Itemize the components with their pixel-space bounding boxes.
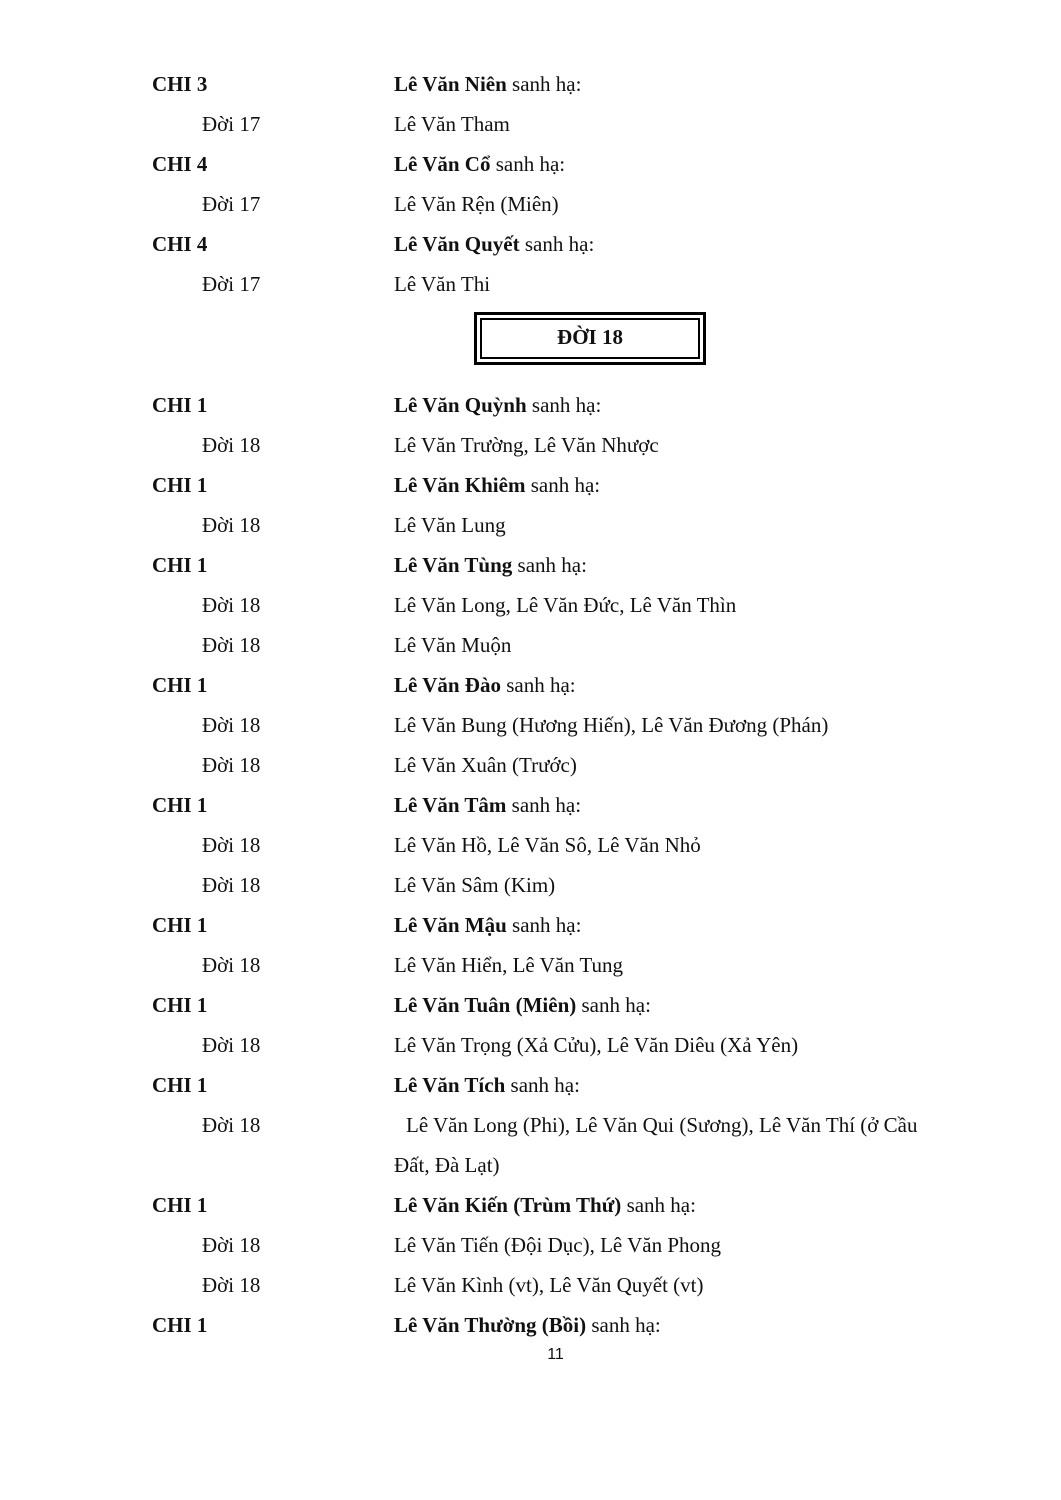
generation-label: Đời 18 [202,593,261,617]
branch-parent [394,905,984,945]
generation-row [0,625,1061,665]
page-number: 11 [547,1346,564,1363]
parent-name: Lê Văn Quyết [394,232,520,256]
parent-name: Lê Văn Cổ [394,152,491,176]
branch-label: CHI 1 [152,673,208,697]
branch-row [0,985,1061,1025]
branch-parent [394,545,984,585]
sanh-ha-text: sanh hạ: [506,913,582,937]
generation-banner-title: ĐỜI 18 [480,318,700,359]
branch-row [0,1305,1061,1345]
generation-row [0,104,1061,144]
generation-label: Đời 18 [202,433,261,457]
branch-row [0,224,1061,264]
generation-row [0,1225,1061,1265]
sanh-ha-text: sanh hạ: [586,1313,661,1337]
children-names [394,1105,984,1185]
generation-label: Đời 17 [202,112,261,136]
generation-row [0,1025,1061,1065]
parent-name: Lê Văn Quỳnh [394,393,527,417]
parent-name: Lê Văn Đào [394,673,501,697]
branch-parent [394,64,984,104]
generation-label: Đời 17 [202,192,261,216]
branch-row [0,64,1061,104]
branch-row [0,144,1061,184]
branch-row [0,545,1061,585]
sanh-ha-text: sanh hạ: [621,1193,696,1217]
children-names: Lê Văn Trường, Lê Văn Nhược [394,433,659,457]
children-names: Lê Văn Lung [394,513,506,537]
children-names: Lê Văn Xuân (Trước) [394,753,577,777]
branch-label: CHI 1 [152,913,208,937]
generation-banner [474,312,706,365]
sanh-ha-text: sanh hạ: [526,393,602,417]
branch-parent [394,385,984,425]
branch-parent [394,144,984,184]
generation-label: Đời 18 [202,713,261,737]
branch-row [0,785,1061,825]
branch-parent [394,224,984,264]
parent-name: Lê Văn Tích [394,1073,506,1097]
children-names: Lê Văn Long, Lê Văn Đức, Lê Văn Thìn [394,593,737,617]
parent-name: Lê Văn Mậu [394,913,507,937]
sanh-ha-text: sanh hạ: [512,553,587,577]
branch-label: CHI 1 [152,553,208,577]
children-names: Lê Văn Tiến (Đội Dục), Lê Văn Phong [394,1233,722,1257]
generation-label: Đời 18 [202,953,261,977]
children-names: Lê Văn Trọng (Xả Cửu), Lê Văn Diêu (Xả Yên) [394,1033,799,1057]
generation-banner-row [0,304,1061,385]
branch-row [0,465,1061,505]
children-names-line: Đất, Đà Lạt) [394,1153,500,1177]
sanh-ha-text: sanh hạ: [506,793,582,817]
children-names: Lê Văn Sâm (Kim) [394,873,556,897]
sanh-ha-text: sanh hạ: [490,152,566,176]
generation-label: Đời 18 [202,753,261,777]
branch-row [0,665,1061,705]
children-names: Lê Văn Hồ, Lê Văn Sô, Lê Văn Nhỏ [394,833,701,857]
branch-label: CHI 1 [152,1313,208,1337]
children-names: Lê Văn Tham [394,112,510,136]
branch-parent [394,1065,984,1105]
branch-label: CHI 1 [152,473,208,497]
generation-label: Đời 18 [202,513,261,537]
branch-label: CHI 1 [152,793,208,817]
parent-name: Lê Văn Tuân (Miên) [394,993,577,1017]
parent-name: Lê Văn Niên [394,72,507,96]
branch-label: CHI 1 [152,1193,208,1217]
children-names: Lê Văn Muộn [394,633,512,657]
branch-row [0,385,1061,425]
generation-label: Đời 18 [202,1233,261,1257]
children-names: Lê Văn Rện (Miên) [394,192,559,216]
sanh-ha-text: sanh hạ: [506,72,582,96]
generation-label: Đời 18 [202,833,261,857]
generation-row [0,264,1061,304]
branch-label: CHI 1 [152,1073,208,1097]
generation-row [0,825,1061,865]
branch-parent [394,665,984,705]
sanh-ha-text: sanh hạ: [500,673,576,697]
generation-row [0,745,1061,785]
branch-label: CHI 3 [152,72,208,96]
generation-row [0,865,1061,905]
generation-row [0,1265,1061,1305]
branch-parent [394,785,984,825]
branch-parent [394,1185,984,1225]
parent-name: Lê Văn Tùng [394,553,513,577]
branch-row [0,1185,1061,1225]
parent-name: Lê Văn Thường (Bồi) [394,1313,587,1337]
generation-label: Đời 18 [202,873,261,897]
parent-name: Lê Văn Khiêm [394,473,526,497]
branch-label: CHI 4 [152,232,208,256]
branch-parent [394,465,984,505]
branch-row [0,1065,1061,1105]
children-names: Lê Văn Kình (vt), Lê Văn Quyết (vt) [394,1273,704,1297]
generation-row [0,705,1061,745]
generation-row [0,585,1061,625]
children-names: Lê Văn Thi [394,272,491,296]
generation-row [0,505,1061,545]
generation-row [0,945,1061,985]
children-names: Lê Văn Hiển, Lê Văn Tung [394,953,624,977]
children-names: Lê Văn Bung (Hương Hiến), Lê Văn Đương (Phán) [394,713,829,737]
generation-row [0,425,1061,465]
branch-parent [394,1305,984,1345]
branch-row [0,905,1061,945]
generation-row [0,1105,1061,1185]
genealogy-list [0,64,1061,1345]
generation-label: Đời 17 [202,272,261,296]
branch-label: CHI 1 [152,393,208,417]
branch-parent [394,985,984,1025]
sanh-ha-text: sanh hạ: [576,993,651,1017]
children-names-line: Lê Văn Long (Phi), Lê Văn Qui (Sương), Lê Văn Thí (ở Cầu [406,1113,918,1137]
branch-label: CHI 4 [152,152,208,176]
generation-label: Đời 18 [202,1033,261,1057]
parent-name: Lê Văn Tâm [394,793,507,817]
generation-label: Đời 18 [202,1273,261,1297]
sanh-ha-text: sanh hạ: [525,473,601,497]
generation-label: Đời 18 [202,633,261,657]
sanh-ha-text: sanh hạ: [505,1073,580,1097]
sanh-ha-text: sanh hạ: [519,232,595,256]
generation-row [0,184,1061,224]
parent-name: Lê Văn Kiến (Trùm Thứ) [394,1193,622,1217]
branch-label: CHI 1 [152,993,208,1017]
generation-label: Đời 18 [202,1113,261,1137]
